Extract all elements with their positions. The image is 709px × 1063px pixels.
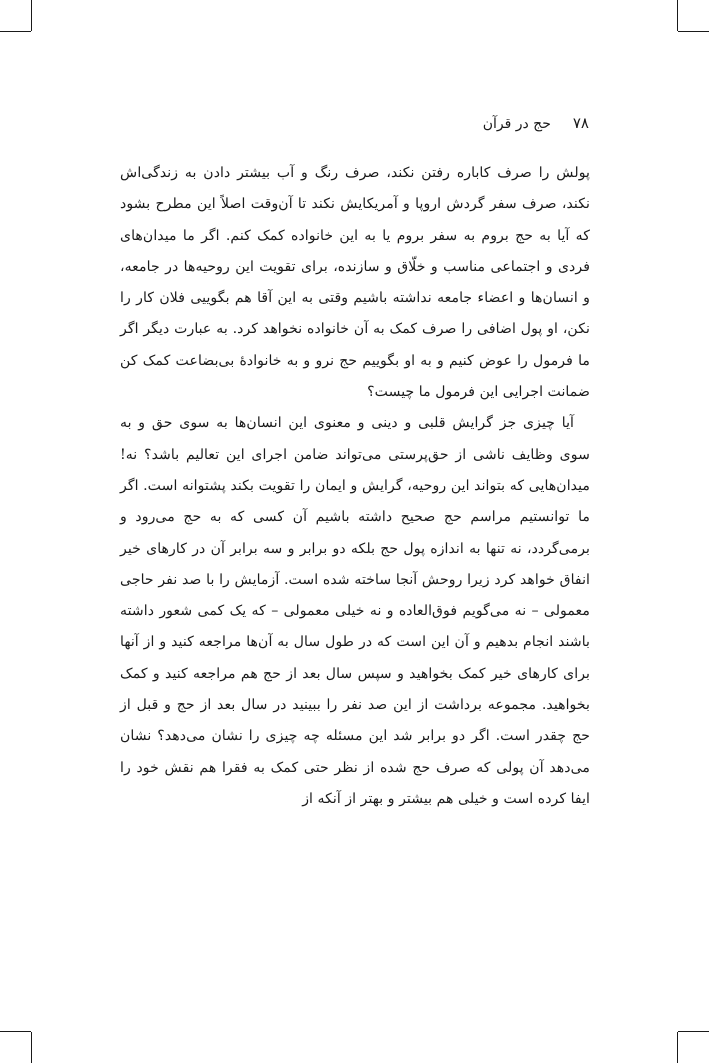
crop-mark-bottom-left-vertical: [31, 1032, 32, 1063]
crop-mark-bottom-left-horizontal: [0, 1031, 31, 1032]
running-head: [483, 114, 589, 132]
crop-mark-bottom-right-vertical: [677, 1032, 678, 1063]
crop-mark-top-right-horizontal: [678, 31, 709, 32]
crop-mark-bottom-right-horizontal: [678, 1031, 709, 1032]
book-title: حج در قرآن: [482, 116, 551, 132]
paragraph-1: پولش را صرف کاباره رفتن نکند، صرف رنگ و آب بیشتر دادن به زندگی‌اش نکند، صرف سفر گردش اروپا و آمریکایش نکند تا آن‌وقت اصلاً این مطرح بشود که آیا به حج بروم به سفر بروم یا به این خانواده کمک کنم. اگر ما میدان‌های فردی و اجتماعی مناسب و خلّاق و سازنده، برای تقویت این روحیه‌ها در جامعه، و انسان‌ها و اعضاء جامعه نداشته باشیم وقتی به این آقا هم بگوییی فلان کار را نکن، او پول اضافی را صرف کمک به آن خانواده نخواهد کرد. به عبارت دیگر اگر ما فرمول را عوض کنیم و به او بگوییم حج نرو و به خانوادهٔ بی‌بضاعت کمک کن ضمانت اجرایی این فرمول ما چیست؟: [120, 165, 590, 401]
crop-mark-top-right-vertical: [677, 0, 678, 31]
paragraph-2: آیا چیزی جز گرایش قلبی و دینی و معنوی این انسان‌ها به سوی حق و به سوی وظایف ناشی از حق‌پرستی می‌تواند ضامن اجرای این تعالیم باشد؟ نه! میدان‌هایی که بتواند این روحیه، گرایش و ایمان را تقویت بکند پشتوانه است. اگر ما توانستیم مراسم حج صحیح داشته باشیم آن کسی که به حج می‌رود و برمی‌گردد، نه تنها به اندازه پول حج بلکه دو برابر و سه برابر آن در کارهای خیر انفاق خواهد کرد زیرا روحش آنجا ساخته شده است. آزمایش را با صد نفر حاجی معمولی – نه می‌گویم فوق‌العاده و نه خیلی معمولی – که یک کمی شعور داشته باشند انجام بدهیم و آن این است که در طول سال به آن‌ها مراجعه کنید و از آنها برای کارهای خیر کمک بخواهید و سپس سال بعد از حج هم مراجعه کنید و کمک بخواهید. مجموعه برداشت از این صد نفر را ببینید در سال بعد از حج و قبل از حج چقدر است. اگر دو برابر شد این مسئله چه چیزی را نشان می‌دهد؟ نشان می‌دهد آن پولی که صرف حج شده از نظر حتی کمک به فقرا هم نقش خود را ایفا کرده است و خیلی هم بیشتر و بهتر از آنکه از: [120, 415, 590, 807]
page-number: ۷۸: [572, 114, 589, 132]
crop-mark-top-left-horizontal: [0, 31, 31, 32]
body-text: [120, 158, 590, 815]
crop-mark-top-left-vertical: [31, 0, 32, 31]
